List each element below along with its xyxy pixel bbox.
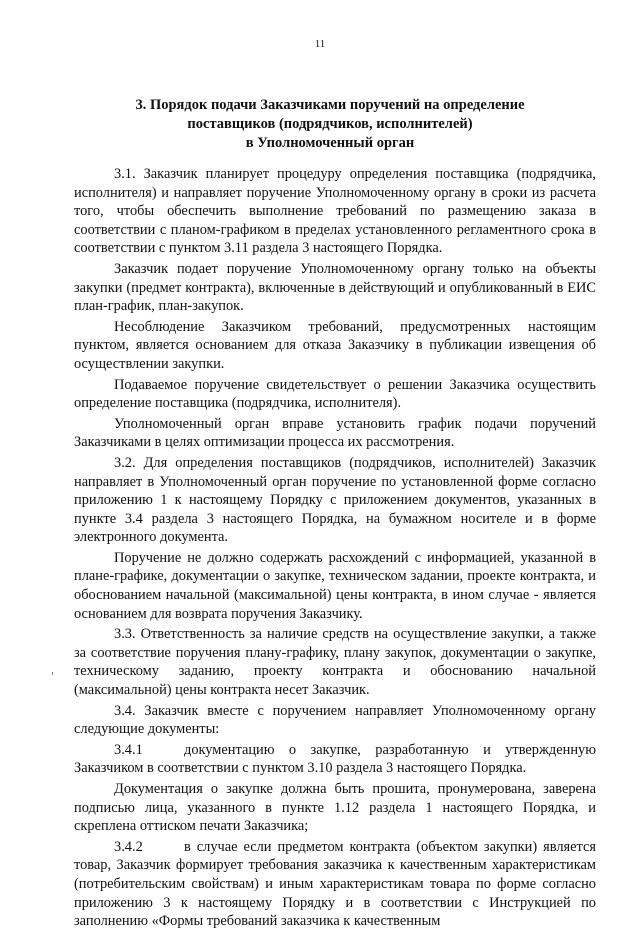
item-3-4-1 <box>74 741 596 778</box>
paragraph-discrepancies: Поручение не должно содержать расхождений с информацией, указанной в плане-графике, документации о закупке, техническом задании, проекте контракта, и обоснованием начальной (максимальной) цены контракта, в ином случае - является основанием для возврата поручения Заказчику. <box>74 549 596 622</box>
paragraph-3-4: 3.4. Заказчик вместе с поручением направляет Уполномоченному органу следующие документы: <box>74 702 596 738</box>
section-heading <box>60 96 600 153</box>
paragraph-3-1: 3.1. Заказчик планирует процедуру определения поставщика (подрядчика, исполнителя) и направляет поручение Уполномоченному органу в сроки из расчета того, чтобы обеспечить выполнение требований по размещению заказа в соответствии с планом-графиком в пределах установленного регламентного срока в соответствии с пунктом 3.11 раздела 3 настоящего Порядка. <box>74 166 596 257</box>
item-3-4-1-text: документацию о закупке, разработанную и утвержденную Заказчиком в соответствии с пунктом 3.10 раздела 3 настоящего Порядка. <box>74 741 596 777</box>
paragraph-schedule: Уполномоченный орган вправе установить график подачи поручений Заказчиками в целях оптимизации процесса их рассмотрения. <box>74 415 596 451</box>
margin-mark <box>52 672 56 675</box>
item-3-4-1-number: 3.4.1 <box>114 741 143 758</box>
heading-line-3: в Уполномоченный орган <box>245 135 415 151</box>
item-3-4-2-number: 3.4.2 <box>114 838 143 855</box>
document-body <box>74 165 596 933</box>
paragraph-3-2: 3.2. Для определения поставщиков (подрядчиков, исполнителей) Заказчик направляет в Уполномоченный орган поручение по установленной форме согласно приложению 1 к настоящему Порядку с приложением документов, указанных в пункте 3.4 раздела 3 настоящего Порядка, на бумажном носителе и в форме электронного документа. <box>74 454 596 546</box>
heading-line-1: 3. Порядок подачи Заказчиками поручений на определение <box>135 97 525 113</box>
paragraph-noncompliance: Несоблюдение Заказчиком требований, предусмотренных настоящим пунктом, является основанием для отказа Заказчику в публикации извещения об осуществлении закупки. <box>74 318 596 372</box>
page-number: 11 <box>314 38 326 50</box>
item-3-4-2 <box>74 838 596 931</box>
heading-line-2: поставщиков (подрядчиков, исполнителей) <box>187 116 473 132</box>
item-3-4-2-text: в случае если предметом контракта (объектом закупки) является товар, Заказчик формирует требования заказчика к качественным характеристикам (потребительским свойствам) и иным характеристикам товара по форме согласно приложению 3 к настоящему Порядку и в соответствии с Инструкцией по заполнению «Формы требований заказчика к качественным <box>74 838 596 930</box>
paragraph-documentation-binding: Документация о закупке должна быть прошита, пронумерована, заверена подписью лица, указанного в пункте 1.12 раздела 1 настоящего Порядка, и скреплена оттиском печати Заказчика; <box>74 781 596 835</box>
paragraph-3-3: 3.3. Ответственность за наличие средств на осуществление закупки, а также за соответствие поручения плану-графику, плану закупок, документации о закупке, техническому заданию, проекту контракта и обоснованию начальной (максимальной) цены контракта несет Заказчик. <box>74 626 596 699</box>
paragraph-submitted-order: Подаваемое поручение свидетельствует о решении Заказчика осуществить определение поставщика (подрядчика, исполнителя). <box>74 376 596 412</box>
paragraph-plan-graph: Заказчик подает поручение Уполномоченному органу только на объекты закупки (предмет контракта), включенные в действующий и опубликованный в ЕИС план-график, план-закупок. <box>74 260 596 315</box>
